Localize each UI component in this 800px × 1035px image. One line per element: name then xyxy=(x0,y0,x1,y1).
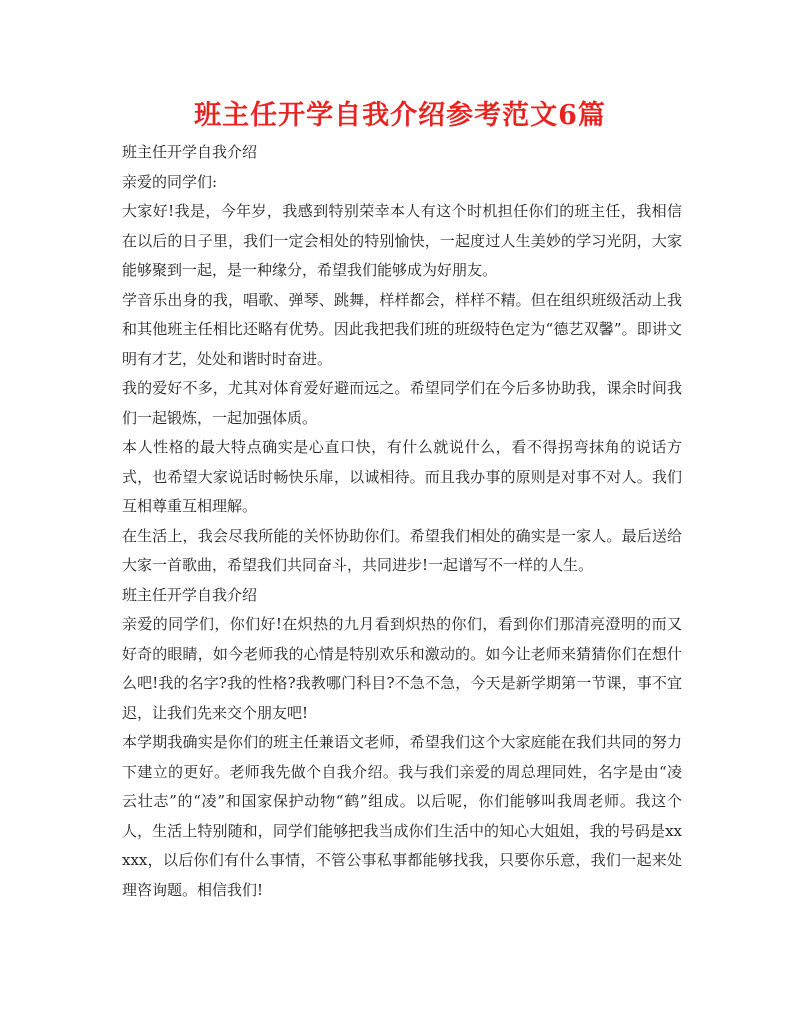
paragraph-heading-2: 班主任开学自我介绍 xyxy=(122,585,258,604)
paragraph-hobbies: 我的爱好不多，尤其对体育爱好避而远之。希望同学们在今后多协助我，课余时间我们一起锻炼，一起加强体质。 xyxy=(122,379,682,427)
paragraph-greeting-1: 亲爱的同学们: xyxy=(122,172,218,191)
document-body xyxy=(122,138,682,905)
paragraph-heading-1: 班主任开学自我介绍 xyxy=(122,143,258,161)
paragraph-intro: 大家好!我是，今年岁，我感到特别荣幸本人有这个时机担任你们的班主任，我相信在以后的日子里，我们一定会相处的特别愉快，一起度过人生美妙的学习光阴，大家能够聚到一起，是一种缘分，希望我们能够成为好朋友。 xyxy=(122,202,682,279)
paragraph-life: 在生活上，我会尽我所能的关怀协助你们。希望我们相处的确实是一家人。最后送给大家一首歌曲，希望我们共同奋斗，共同进步!一起谱写不一样的人生。 xyxy=(122,526,682,574)
paragraph-greeting-2: 亲爱的同学们，你们好!在炽热的九月看到炽热的你们，看到你们那清亮澄明的而又好奇的眼睛，如今老师我的心情是特别欢乐和激动的。如今让老师来猜猜你们在想什么吧!我的名字?我的性格?我教哪门科目?不急不急，今天是新学期第一节课，事不宜迟，让我们先来交个朋友吧! xyxy=(122,615,682,722)
document-title: 班主任开学自我介绍参考范文6篇 xyxy=(194,100,606,131)
paragraph-personality: 本人性格的最大特点确实是心直口快，有什么就说什么，看不得拐弯抹角的说话方式，也希望大家说话时畅快乐扉，以诚相待。而且我办事的原则是对事不对人。我们互相尊重互相理解。 xyxy=(122,438,682,515)
paragraph-music: 学音乐出身的我，唱歌、弹琴、跳舞，样样都会，样样不精。但在组织班级活动上我和其他班主任相比还略有优势。因此我把我们班的班级特色定为“德艺双馨”。即讲文明有才艺，处处和谐时时奋进。 xyxy=(122,290,682,368)
paragraph-self-introduction: 本学期我确实是你们的班主任兼语文老师，希望我们这个大家庭能在我们共同的努力下建立的更好。老师我先做个自我介绍。我与我们亲爱的周总理同姓，名字是由“凌云壮志”的“凌”和国家保护动物“鹤”组成。以后呢，你们能够叫我周老师。我这个人，生活上特别随和，同学们能够把我当成你们生活中的知心大姐姐，我的号码是xxxxx，以后你们有什么事情，不管公事私事都能够找我，只要你乐意，我们一起来处理咨询题。相信我们! xyxy=(122,733,682,899)
